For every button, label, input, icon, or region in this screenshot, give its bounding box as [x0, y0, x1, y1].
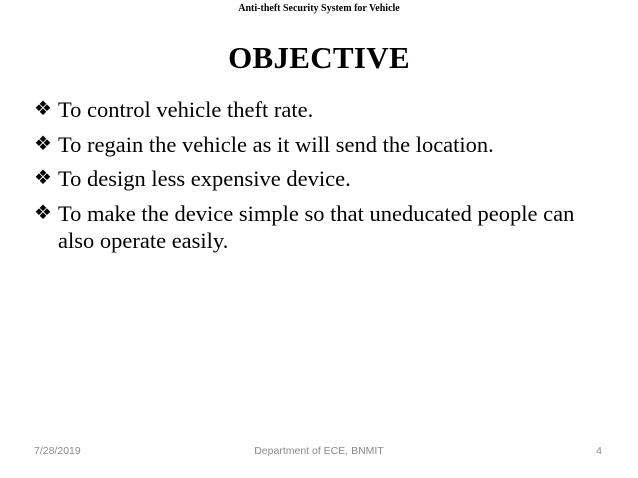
diamond-bullet-icon: ❖	[34, 167, 52, 189]
footer-department: Department of ECE, BNMIT	[254, 445, 384, 457]
list-item-text: To control vehicle theft rate.	[58, 97, 314, 122]
list-item	[34, 131, 614, 159]
slide-header: Anti-theft Security System for Vehicle	[238, 3, 400, 14]
list-item-text: To regain the vehicle as it will send the location.	[58, 131, 494, 157]
diamond-bullet-icon: ❖	[34, 201, 52, 224]
objective-list	[34, 96, 614, 262]
diamond-bullet-icon: ❖	[34, 132, 52, 155]
list-item-text: To make the device simple so that uneducated people can also operate easily.	[58, 200, 575, 253]
list-item	[34, 96, 614, 124]
list-item	[34, 165, 614, 193]
list-item	[34, 200, 614, 255]
diamond-bullet-icon: ❖	[34, 98, 52, 120]
footer-page-number: 4	[596, 445, 602, 457]
list-item-text: To design less expensive device.	[58, 166, 351, 191]
slide-title: OBJECTIVE	[228, 40, 410, 75]
footer-date: 7/28/2019	[34, 445, 81, 457]
